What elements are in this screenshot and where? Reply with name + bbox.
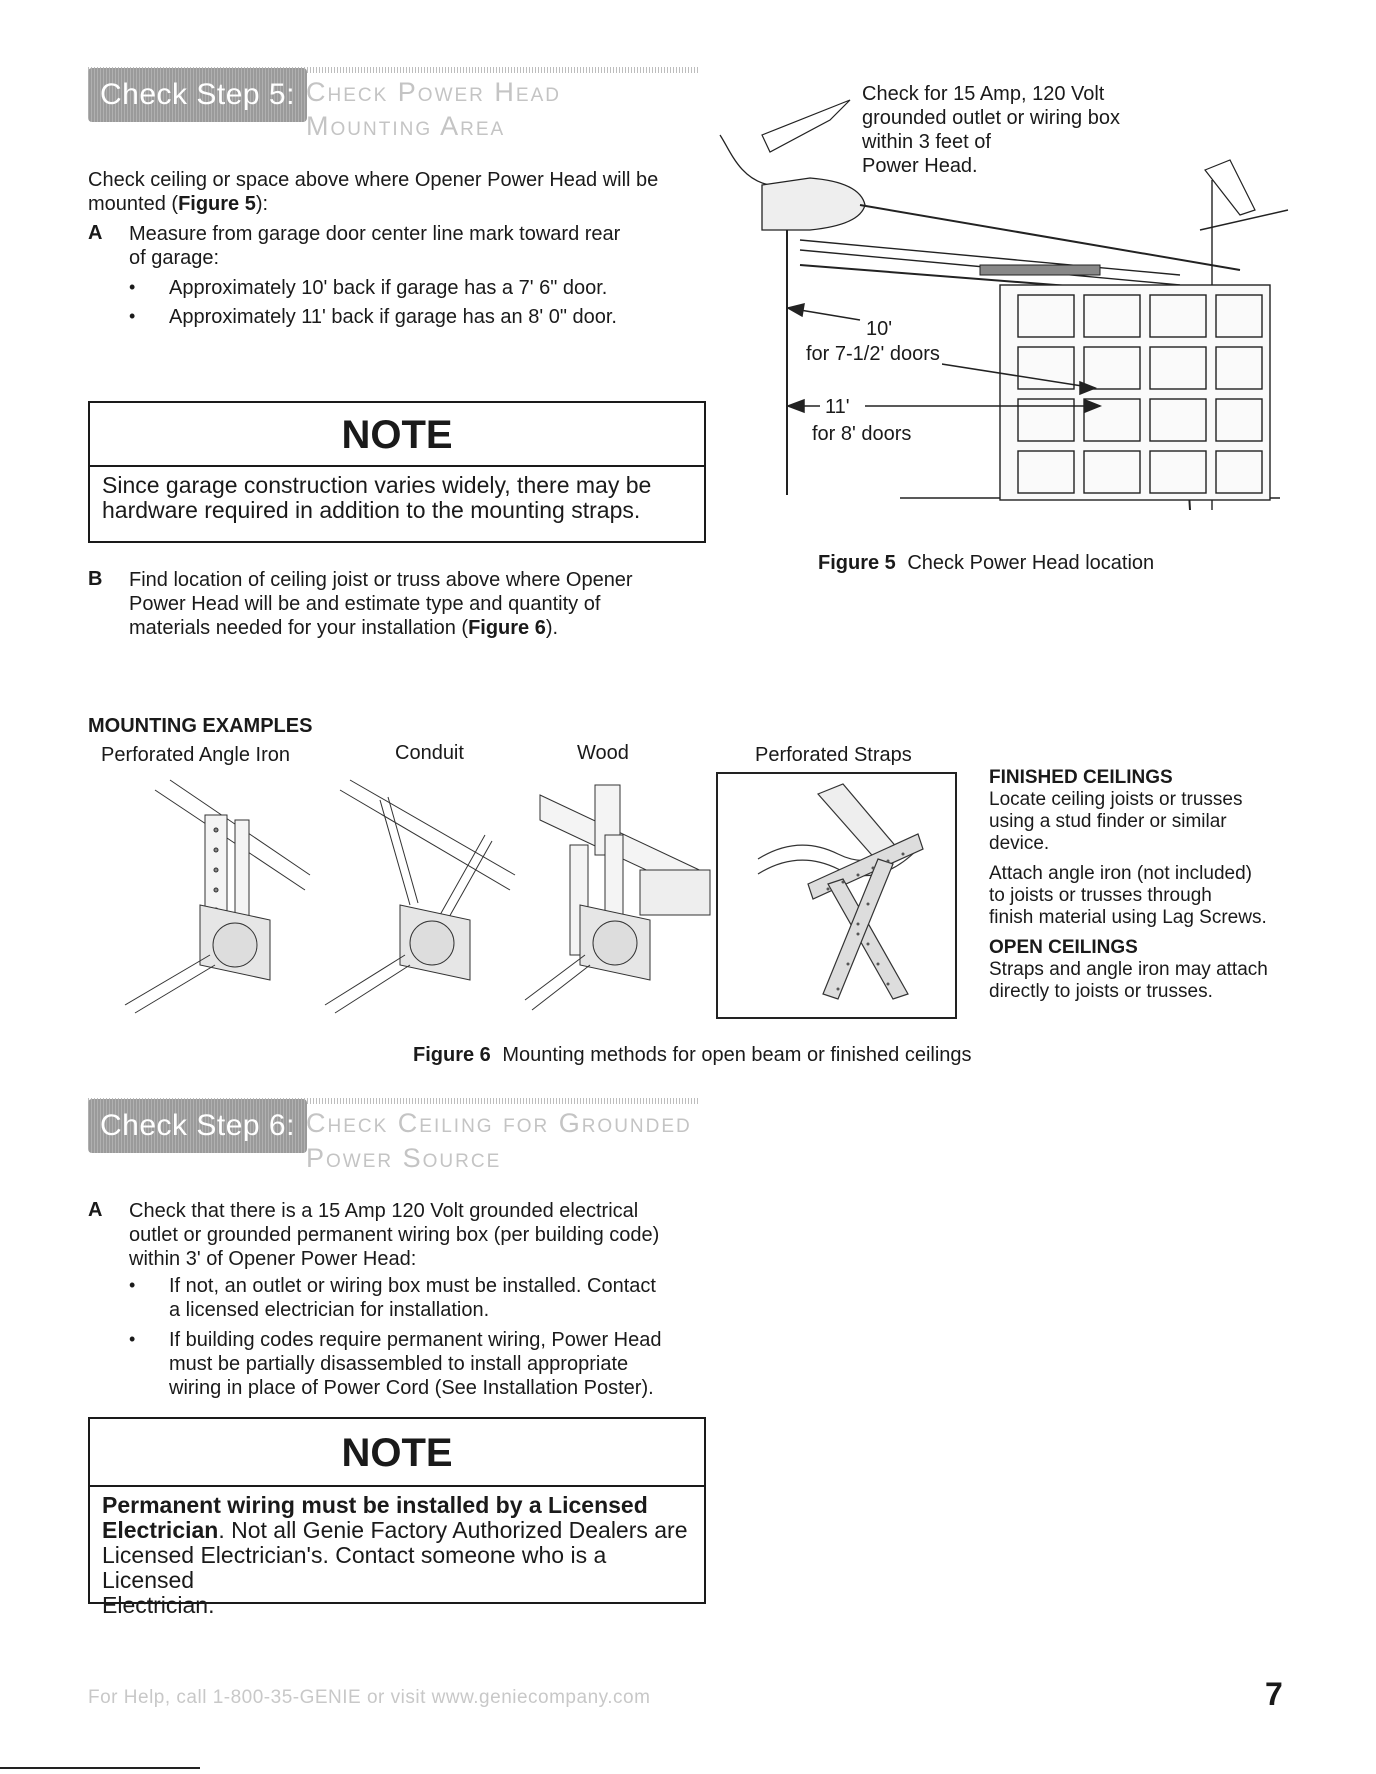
step5-badge: Check Step 5: — [88, 68, 307, 122]
open-ceilings-heading: OPEN CEILINGS — [989, 937, 1138, 958]
note2-line1: Permanent wiring must be installed by a Licensed — [102, 1492, 648, 1518]
step5-bullet2: Approximately 11' back if garage has an 8' 0" door. — [169, 306, 617, 328]
step5-item-b-line1: Find location of ceiling joist or truss above where Opener — [129, 569, 633, 591]
bullet-dot: • — [129, 1329, 136, 1349]
step6-badge: Check Step 6: — [88, 1099, 307, 1153]
step6-b2-line2: must be partially disassembled to install appropriate — [169, 1353, 629, 1375]
footer-help-text: For Help, call 1-800-35-GENIE or visit www.geniecompany.com — [88, 1687, 651, 1708]
finished-p2-l1: Attach angle iron (not included) — [989, 863, 1252, 884]
step6-bullet1 — [169, 1274, 709, 1322]
step6-b1-line2: a licensed electrician for installation. — [169, 1299, 490, 1321]
note1-line2: hardware required in addition to the mounting straps. — [102, 497, 641, 523]
note1-body — [90, 467, 704, 529]
wood-illustration — [520, 775, 720, 1015]
callout-line4: Power Head. — [862, 155, 978, 177]
finished-p2-l2: to joists or trusses through — [989, 885, 1212, 906]
step6-title-line1: Check Ceiling for Grounded — [306, 1108, 692, 1138]
step6-item-a — [129, 1199, 709, 1271]
step5-item-b-letter: B — [88, 568, 103, 590]
intro-text: mounted ( — [88, 193, 179, 215]
item-b-text: materials needed for your installation ( — [129, 617, 469, 639]
finished-p1-l3: device. — [989, 833, 1050, 854]
figure6-caption-num: Figure 6 — [413, 1044, 491, 1066]
mount-label-angle-iron: Perforated Angle Iron — [101, 744, 291, 766]
dist1-label: for 7-1/2' doors — [806, 343, 940, 365]
step6-title-line2: Power Source — [306, 1143, 502, 1173]
step5-item-b-line2: Power Head will be and estimate type and quantity of — [129, 593, 601, 615]
step6-b1-line1: If not, an outlet or wiring box must be installed. Contact — [169, 1275, 656, 1297]
callout-line3: within 3 feet of — [862, 131, 991, 153]
conduit-illustration — [320, 775, 520, 1015]
perforated-straps-illustration — [718, 774, 953, 1014]
step5-title-line2: Mounting Area — [306, 111, 506, 141]
dist2-value: 11' — [822, 396, 853, 419]
step6-a-line3: within 3' of Opener Power Head: — [129, 1248, 417, 1270]
figure6-caption — [413, 1043, 972, 1067]
figure5-caption-num: Figure 5 — [818, 552, 896, 574]
step5-item-b — [129, 568, 709, 640]
note-box-2 — [88, 1417, 706, 1618]
note2-heading: NOTE — [90, 1419, 704, 1487]
open-p-l1: Straps and angle iron may attach — [989, 959, 1268, 980]
note2-line2-bold: Electrician — [102, 1517, 219, 1543]
step5-item-a-letter: A — [88, 222, 103, 244]
figure6-ref: Figure 6 — [468, 617, 546, 639]
note1-line1: Since garage construction varies widely, there may be — [102, 472, 652, 498]
bullet-dot: • — [129, 277, 136, 297]
step6-a-line2: outlet or grounded permanent wiring box (per building code) — [129, 1224, 660, 1246]
note2-body — [90, 1487, 704, 1624]
footer-rule — [0, 1767, 200, 1769]
callout-line2: grounded outlet or wiring box — [862, 107, 1120, 129]
bullet-dot: • — [129, 306, 136, 326]
step5-item-a — [129, 222, 689, 270]
finished-p1-l2: using a stud finder or similar — [989, 811, 1227, 832]
item-b-text-end: ). — [545, 617, 559, 639]
finished-p2-l3: finish material using Lag Screws. — [989, 907, 1267, 928]
figure5-callout — [862, 82, 1282, 178]
open-p-l2: directly to joists or trusses. — [989, 981, 1213, 1002]
figure5-caption — [818, 551, 1154, 575]
finished-ceilings-heading: FINISHED CEILINGS — [989, 767, 1173, 788]
step5-intro-line1: Check ceiling or space above where Opener Power Head will be — [88, 169, 659, 191]
dist2-label: for 8' doors — [812, 423, 912, 445]
note2-line4: Electrician. — [102, 1592, 215, 1618]
figure6-caption-text: Mounting methods for open beam or finished ceilings — [502, 1044, 972, 1066]
note2-line3: Licensed Electrician's. Contact someone who is a Licensed — [102, 1542, 607, 1593]
step5-title-line1: Check Power Head — [306, 77, 561, 107]
figure5-caption-text: Check Power Head location — [907, 552, 1155, 574]
mount-label-conduit: Conduit — [395, 742, 464, 764]
note-box-1 — [88, 401, 706, 543]
note2-line2 — [102, 1518, 692, 1543]
step5-bullet1: Approximately 10' back if garage has a 7' 6" door. — [169, 277, 608, 299]
note2-line2-rest: . Not all Genie Factory Authorized Dealers are — [218, 1517, 688, 1543]
mounting-heading: MOUNTING EXAMPLES — [88, 715, 313, 737]
mount-label-straps: Perforated Straps — [755, 744, 912, 766]
step5-intro — [88, 168, 708, 216]
figure5-ref: Figure 5 — [178, 193, 256, 215]
intro-text-end: ): — [255, 193, 269, 215]
finished-p1-l1: Locate ceiling joists or trusses — [989, 789, 1243, 810]
step5-item-a-line1: Measure from garage door center line mark toward rear — [129, 223, 621, 245]
callout-line1: Check for 15 Amp, 120 Volt — [862, 83, 1105, 105]
angle-iron-illustration — [110, 775, 320, 1015]
page-number: 7 — [1265, 1676, 1283, 1712]
step6-b2-line3: wiring in place of Power Cord (See Installation Poster). — [169, 1377, 654, 1399]
step5-intro-line2 — [88, 192, 708, 216]
bullet-dot: • — [129, 1275, 136, 1295]
note1-heading: NOTE — [90, 403, 704, 467]
step6-item-a-letter: A — [88, 1199, 103, 1221]
step6-b2-line1: If building codes require permanent wiring, Power Head — [169, 1329, 662, 1351]
step5-item-a-line2: of garage: — [129, 247, 220, 269]
step5-item-b-line3 — [129, 616, 709, 640]
step6-a-line1: Check that there is a 15 Amp 120 Volt grounded electrical — [129, 1200, 639, 1222]
step6-bullet2 — [169, 1328, 709, 1400]
dist1-value: 10' — [866, 318, 893, 340]
mount-label-wood: Wood — [577, 742, 629, 764]
ceilings-notes — [989, 767, 1359, 1003]
